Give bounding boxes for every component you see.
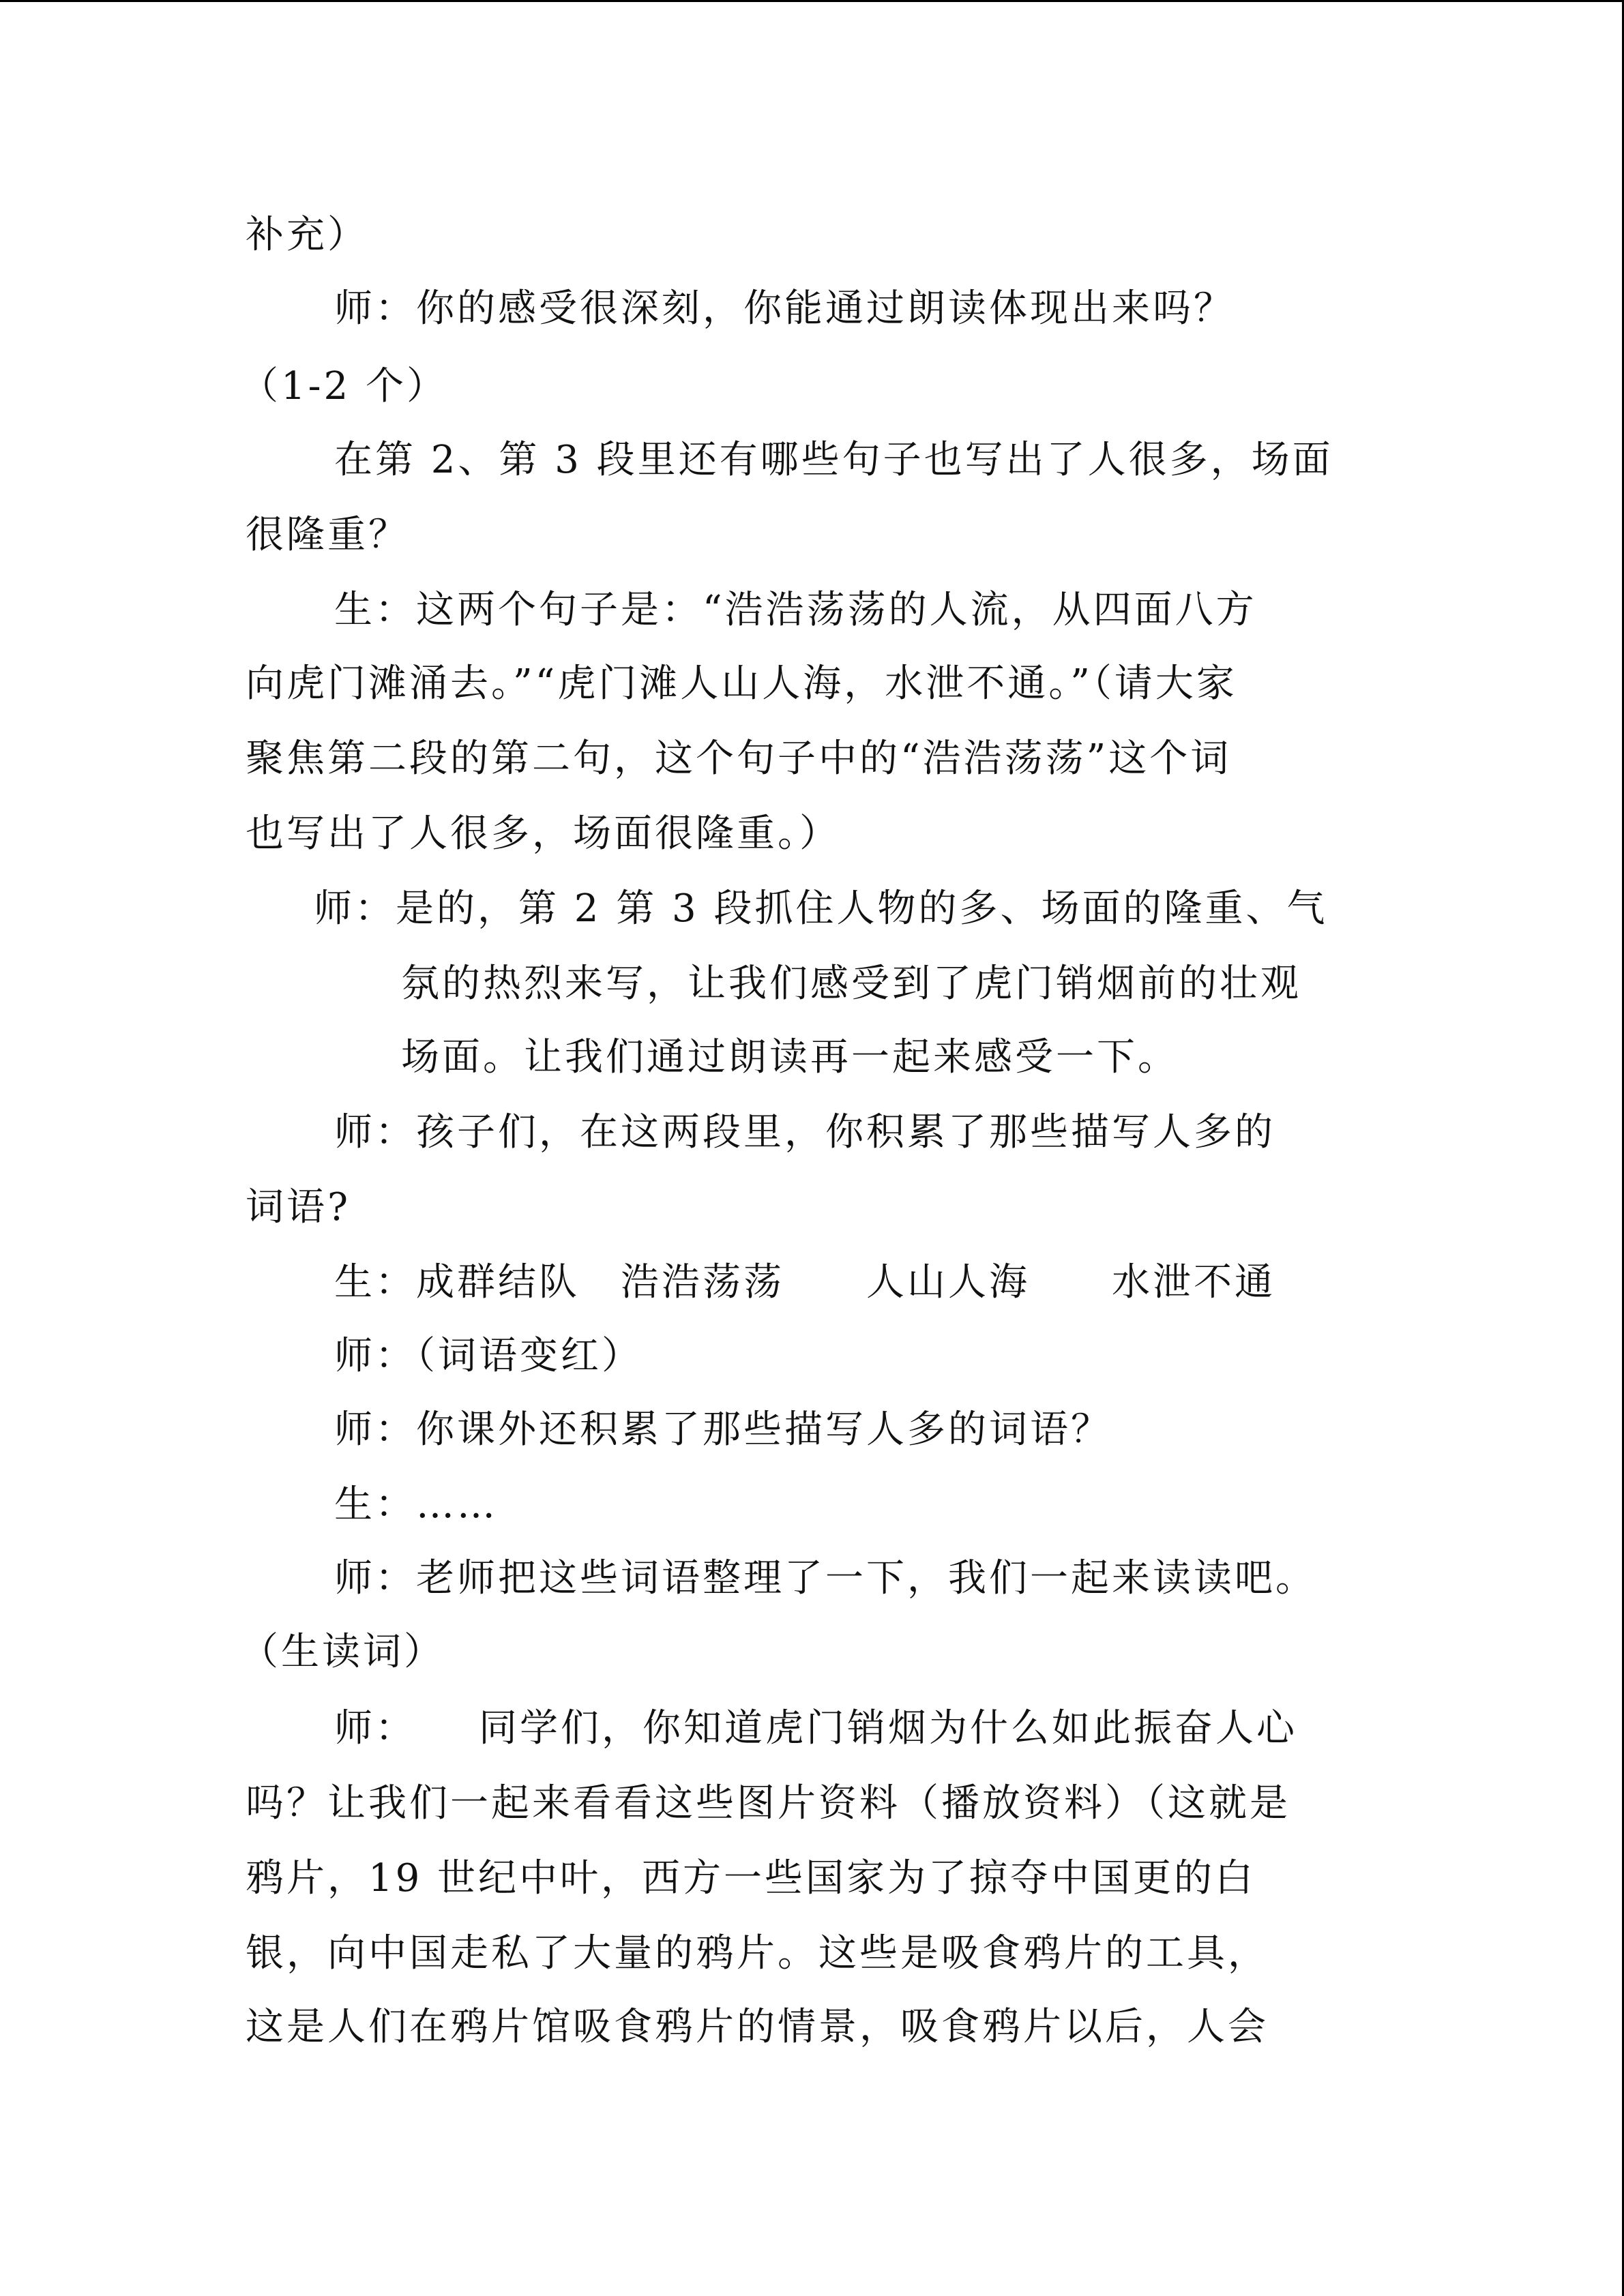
- text-line: 吗？让我们一起来看看这些图片资料（播放资料）（这就是: [246, 1781, 1290, 1825]
- text-line: 师：老师把这些词语整理了一下，我们一起来读读吧。: [334, 1556, 1316, 1600]
- text-line: 也写出了人很多，场面很隆重。）: [246, 811, 840, 856]
- text-line: 师：是的，第 2 第 3 段抓住人物的多、场面的隆重、气: [314, 886, 1328, 931]
- text-line: 向虎门滩涌去。”“虎门滩人山人海，水泄不通。”（请大家: [246, 661, 1237, 706]
- text-line: 聚焦第二段的第二句，这个句子中的“浩浩荡荡”这个词: [246, 736, 1232, 781]
- text-line: 词语?: [246, 1185, 351, 1229]
- text-line: 师：你课外还积累了那些描写人多的词语？: [334, 1407, 1112, 1452]
- text-line: 很隆重？: [246, 513, 409, 557]
- text-line: 在第 2、第 3 段里还有哪些句子也写出了人很多，场面: [334, 438, 1333, 482]
- text-line: （1-2 个）: [240, 364, 447, 408]
- text-line: 生：成群结队 浩浩荡荡 人山人海 水泄不通: [334, 1260, 1275, 1304]
- text-line: 生：……: [334, 1482, 498, 1527]
- text-line: 银，向中国走私了大量的鸦片。这些是吸食鸦片的工具，: [246, 1931, 1269, 1976]
- text-line: 这是人们在鸦片馆吸食鸦片的情景，吸食鸦片以后，人会: [246, 2005, 1269, 2049]
- text-line: （生读词）: [240, 1630, 445, 1674]
- text-line: 生：这两个句子是：“浩浩荡荡的人流，从四面八方: [334, 588, 1257, 632]
- text-line: 场面。让我们通过朗读再一起来感受一下。: [401, 1035, 1179, 1079]
- text-line: 氛的热烈来写，让我们感受到了虎门销烟前的壮观: [401, 961, 1301, 1006]
- text-line: 补充）: [246, 213, 368, 257]
- text-line: 师：（词语变红）: [334, 1334, 643, 1378]
- text-line: 鸦片，19 世纪中叶，西方一些国家为了掠夺中国更的白: [246, 1856, 1256, 1900]
- text-line: 师： 同学们，你知道虎门销烟为什么如此振奋人心: [334, 1706, 1297, 1750]
- text-line: 师：你的感受很深刻，你能通过朗读体现出来吗？: [334, 286, 1235, 331]
- text-line: 师：孩子们，在这两段里，你积累了那些描写人多的: [334, 1110, 1275, 1154]
